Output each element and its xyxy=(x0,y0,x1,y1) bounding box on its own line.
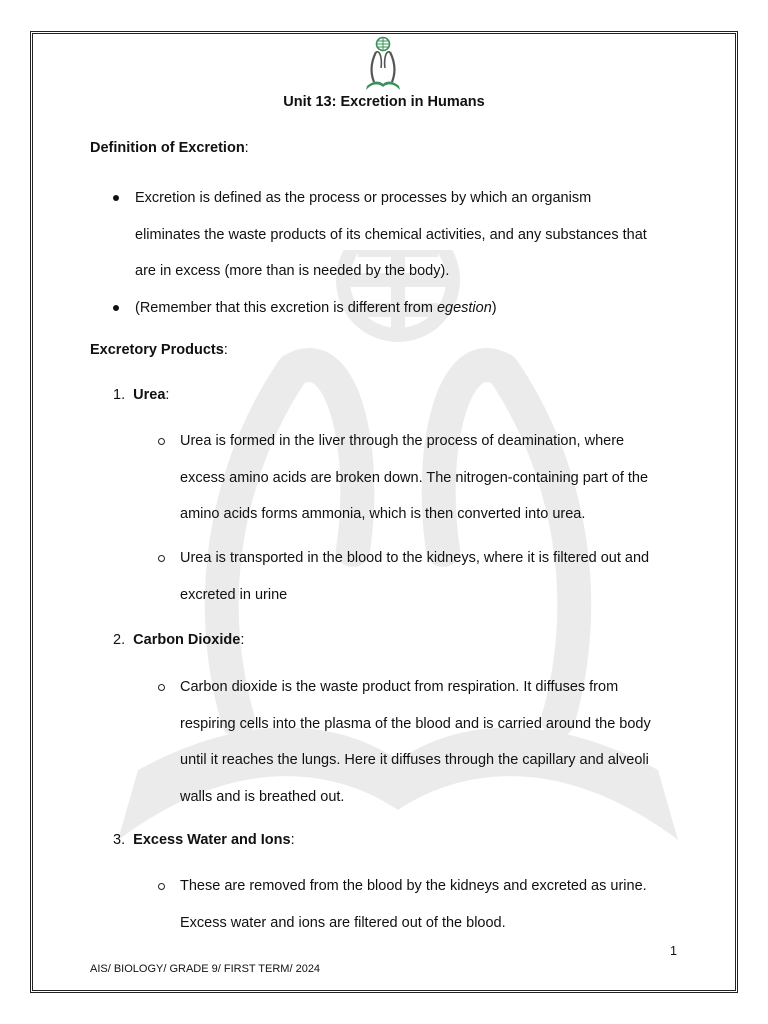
text-line: are in excess (more than is needed by the body). xyxy=(135,263,450,279)
definition-heading-text: Definition of Excretion xyxy=(90,140,245,156)
item-label: Carbon Dioxide xyxy=(133,632,241,648)
products-heading xyxy=(90,342,228,358)
text-line: Excretion is defined as the process or processes by which an organism xyxy=(135,190,592,206)
urea-subpoint-2 xyxy=(180,540,675,613)
text-line: Excess water and ions are filtered out of the blood. xyxy=(180,914,506,931)
item-number: 3. xyxy=(113,832,126,848)
item-colon: : xyxy=(290,832,295,848)
urea-subpoint-1 xyxy=(180,423,675,533)
bullet-text: (Remember that this excretion is different from xyxy=(135,299,437,316)
products-heading-text: Excretory Products xyxy=(90,342,224,358)
bullet-dot xyxy=(113,305,119,311)
product-item-carbon-dioxide xyxy=(113,632,244,648)
egestion-term: egestion xyxy=(436,299,492,316)
carbon-dioxide-subpoint-1 xyxy=(180,669,675,815)
product-item-urea xyxy=(113,387,169,403)
text-line: amino acids forms ammonia, which is then converted into urea. xyxy=(180,506,586,522)
document-title: Unit 13: Excretion in Humans xyxy=(283,94,485,110)
page-number: 1 xyxy=(670,944,677,958)
text-line: excess amino acids are broken down. The nitrogen-containing part of the xyxy=(180,469,649,486)
definition-heading-colon: : xyxy=(244,140,249,156)
definition-bullets xyxy=(90,180,680,326)
water-ions-subpoint-1 xyxy=(180,868,675,941)
text-line: excreted in urine xyxy=(180,586,288,603)
text-line: walls and is breathed out. xyxy=(180,788,345,805)
text-line: eliminates the waste products of its chemical activities, and any substances that xyxy=(135,226,647,243)
text-line: Urea is formed in the liver through the process of deamination, where xyxy=(180,433,625,449)
products-heading-colon: : xyxy=(223,342,228,358)
bullet-text-end: ) xyxy=(491,299,497,316)
item-number: 2. xyxy=(113,632,126,648)
circle-bullet xyxy=(158,684,165,691)
text-line: Urea is transported in the blood to the kidneys, where it is filtered out and xyxy=(180,550,650,566)
definition-bullet-1 xyxy=(90,180,680,290)
text-line: These are removed from the blood by the kidneys and excreted as urine. xyxy=(180,878,647,894)
circle-bullet xyxy=(158,883,165,890)
ais-logo xyxy=(365,36,401,92)
item-colon: : xyxy=(240,632,245,648)
footer-text: AIS/ BIOLOGY/ GRADE 9/ FIRST TERM/ 2024 xyxy=(90,963,321,975)
circle-bullet xyxy=(158,555,165,562)
product-item-water-ions xyxy=(113,832,295,848)
bullet-dot xyxy=(113,195,119,201)
text-line: until it reaches the lungs. Here it diffuses through the capillary and alveoli xyxy=(180,752,649,768)
circle-bullet xyxy=(158,438,165,445)
item-number: 1. xyxy=(113,387,126,403)
text-line: respiring cells into the plasma of the blood and is carried around the body xyxy=(180,715,651,732)
item-label: Urea xyxy=(133,387,166,403)
text-line: Carbon dioxide is the waste product from respiration. It diffuses from xyxy=(180,679,619,695)
item-label: Excess Water and Ions xyxy=(133,832,291,848)
definition-heading xyxy=(90,140,249,156)
definition-bullet-2 xyxy=(90,290,680,327)
item-colon: : xyxy=(165,387,170,403)
